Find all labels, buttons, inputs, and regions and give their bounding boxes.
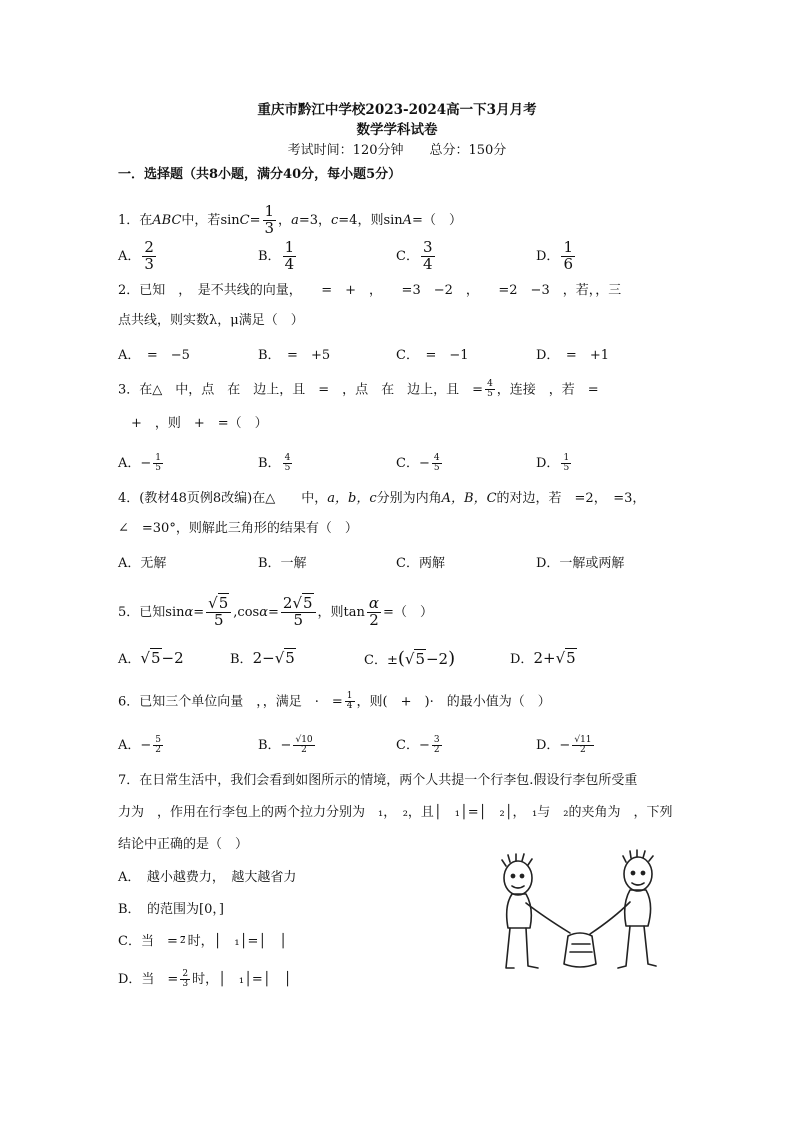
- q5-option-a: A．√5−2: [118, 649, 184, 667]
- right-person-body: [625, 890, 651, 926]
- q6-option-b: B．− $\frac{√10}{2}$: [258, 734, 313, 755]
- right-person-arm: [590, 902, 630, 934]
- q7-option-d: D．当 = $\frac{2}{3}$ 时，│ ₁│=│ │: [118, 968, 292, 989]
- q4-option-b: B．一解: [258, 556, 307, 571]
- left-person-head: [504, 861, 532, 895]
- q3-option-c: C．− $\frac{4}{5}$: [396, 452, 440, 473]
- q3-option-d: D． $\frac{1}{5}$: [536, 452, 570, 473]
- page-title: 重庆市黔江中学校2023-2024高一下3月月考: [257, 102, 537, 118]
- q7-option-a: A． 越小越费力， 越大越省力: [118, 870, 297, 885]
- question-7-line2: 力为 ，作用在行李包上的两个拉力分别为 ₁， ₂，且│ ₁│=│ ₂│， ₁与 ₂的夹角为 ，下列: [118, 805, 673, 820]
- q6-option-c: C．− $\frac{3}{2}$: [396, 734, 440, 755]
- two-people-carrying-bag-illustration: [490, 848, 670, 988]
- q6-option-d: D．− $\frac{√11}{2}$: [536, 734, 592, 755]
- question-5-stem: 5．已知sinα= $\frac{√5}{5}$ ,cosα= $\frac{2√5}{5}$ ，则tan $\frac{\alpha}{2}$ =（ ）: [118, 594, 433, 629]
- q1-option-a: A． $\frac{2}{3}$: [118, 238, 154, 273]
- q1-option-c: C． $\frac{3}{4}$: [396, 238, 433, 273]
- q1-option-d: D． $\frac{1}{6}$: [536, 238, 573, 273]
- question-7-line1: 7．在日常生活中，我们会看到如图所示的情境，两个人共提一个行李包.假设行李包所受重: [118, 773, 638, 788]
- question-4-line1: 4．(教材48页例8改编)在△ 中，a，b，c分别为内角A，B，C的对边，若 =2， =3，: [118, 491, 646, 506]
- question-2-line1: 2．已知 ， 是不共线的向量， = + ， =3 −2 ， =2 −3 ，若，，三: [118, 283, 622, 298]
- right-person-head: [624, 857, 652, 891]
- question-4-line2: ∠ =30°，则解此三角形的结果有（ ）: [118, 521, 358, 536]
- q7-option-b: B． 的范围为[0，]: [118, 902, 224, 917]
- q2-option-a: A． = −5: [118, 348, 190, 363]
- right-person-legs: [618, 926, 656, 968]
- q6-option-a: A．− $\frac{5}{2}$: [118, 734, 162, 755]
- q5-option-d: D．2+√5: [510, 649, 576, 667]
- q5-option-b: B．2−√5: [230, 649, 295, 667]
- left-person-hair: [502, 854, 532, 866]
- page-subtitle: 数学学科试卷: [356, 122, 438, 138]
- q4-option-c: C．两解: [396, 556, 445, 571]
- bag: [564, 933, 596, 967]
- section-heading: 一．选择题（共8小题，满分40分，每小题5分）: [118, 167, 402, 182]
- left-person-body: [507, 894, 532, 928]
- exam-info: 考试时间：120分钟 总分：150分: [287, 143, 507, 158]
- question-3-line2: + ，则 + =（ ）: [118, 416, 268, 431]
- question-7-line3: 结论中正确的是（ ）: [118, 837, 249, 852]
- q1-option-b: B． $\frac{1}{4}$: [258, 238, 295, 273]
- question-2-line2: 点共线，则实数λ，μ满足（ ）: [118, 313, 304, 328]
- q4-option-d: D．一解或两解: [536, 556, 625, 571]
- q2-option-b: B． = +5: [258, 348, 331, 363]
- q3-option-b: B． $\frac{4}{5}$: [258, 452, 291, 473]
- left-person-arm: [526, 903, 570, 933]
- q7-option-c: C．当 = 2 时，│ ₁│=│ │: [118, 934, 287, 949]
- q4-option-a: A．无解: [118, 556, 167, 571]
- q2-option-d: D． = +1: [536, 348, 609, 363]
- right-person-hair: [623, 850, 653, 862]
- question-3-line1: 3．在△ 中，点 在 边上，且 = ，点 在 边上，且 = $\frac{4}{5}$ ，连接 ，若 =: [118, 379, 599, 400]
- question-1-stem: 1．在ABC中，若sinC= $\frac{1}{3}$ ，a=3，c=4，则sinA=（ ）: [118, 202, 462, 237]
- q2-option-c: C． = −1: [396, 348, 469, 363]
- q3-option-a: A．− $\frac{1}{5}$: [118, 452, 162, 473]
- q5-option-c: C．±(√5−2): [364, 648, 456, 669]
- left-person-legs: [506, 928, 538, 968]
- question-6-stem: 6．已知三个单位向量 ，，满足 · = $\frac{1}{4}$ ，则( + )· 的最小值为（ ）: [118, 691, 551, 712]
